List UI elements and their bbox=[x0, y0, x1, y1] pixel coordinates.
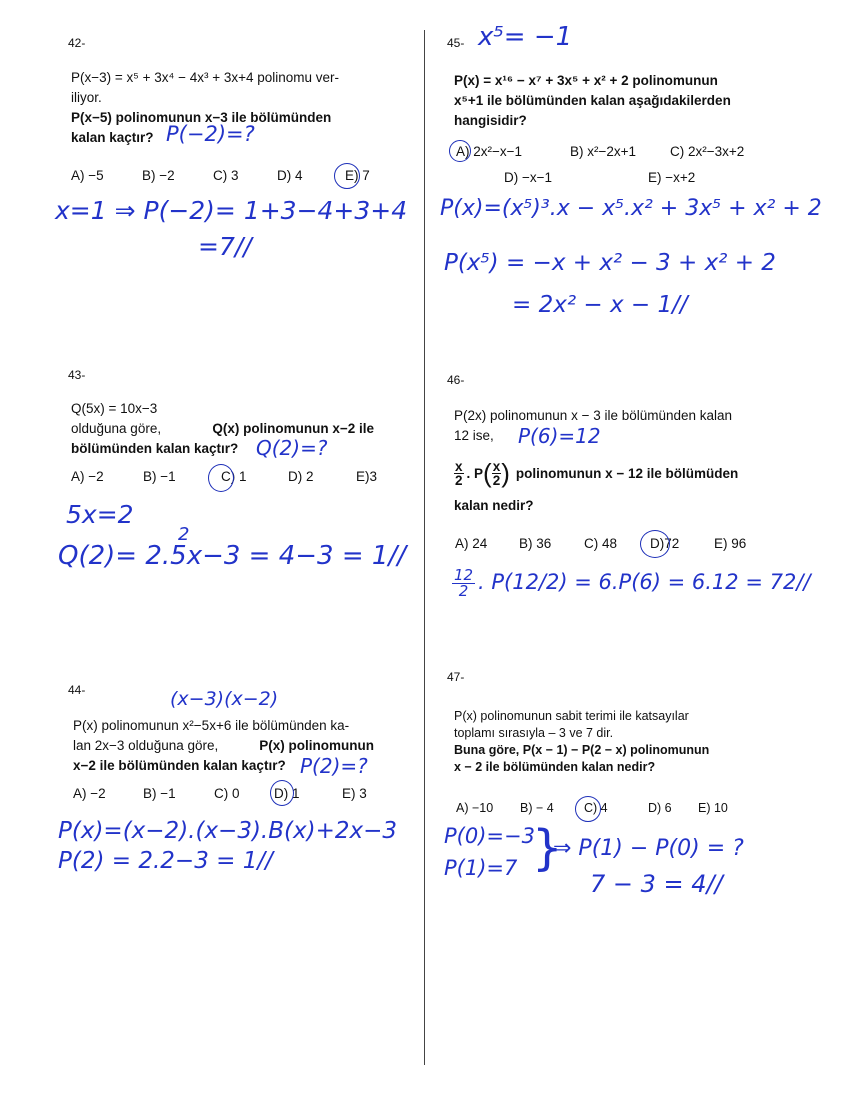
answer-circle bbox=[270, 780, 294, 806]
choice-a[interactable]: A) 24 bbox=[455, 536, 488, 551]
choice-a[interactable]: A) −2 bbox=[71, 469, 104, 484]
question-bold-line: kalan nedir? bbox=[454, 498, 534, 513]
column-divider bbox=[424, 30, 425, 1065]
question-number: 47- bbox=[447, 670, 465, 684]
question-number: 43- bbox=[68, 368, 86, 382]
handwritten-note: P(6)=12 bbox=[518, 424, 601, 448]
question-bold-line: x−2 ile bölümünden kalan kaçtır? bbox=[73, 758, 286, 773]
choice-e[interactable]: E) 96 bbox=[714, 536, 747, 551]
choice-b[interactable]: B) 36 bbox=[519, 536, 552, 551]
question-text bbox=[71, 399, 374, 459]
question-formula-line: $\frac{x}{2}$ . P ( $\frac{x}{2}$ ) polinomunun x − 12 ile bölümüden bbox=[455, 458, 739, 488]
question-number: 44- bbox=[68, 683, 86, 697]
choice-d[interactable]: D)72 bbox=[650, 536, 680, 551]
question-line: 12 ise, bbox=[454, 428, 494, 443]
handwritten-work: = 2x² − x − 1// bbox=[512, 292, 688, 318]
answer-circle bbox=[449, 140, 471, 162]
question-bold-line: hangisidir? bbox=[454, 113, 527, 128]
handwritten-note: P(−2)=? bbox=[166, 122, 255, 146]
answer-circle bbox=[640, 530, 670, 558]
choice-d[interactable]: D) 4 bbox=[277, 168, 303, 183]
question-bold: Q(x) polinomunun x−2 ile bbox=[212, 421, 374, 436]
question-line bbox=[73, 736, 374, 756]
handwritten-note: Q(2)=? bbox=[256, 436, 328, 460]
question-plain: lan 2x−3 olduğuna göre, bbox=[73, 738, 219, 753]
choice-c[interactable]: C) 3 bbox=[213, 168, 239, 183]
choice-e[interactable]: E) 3 bbox=[342, 786, 367, 801]
question-bold: polinomunun x − 12 ile bölümüden bbox=[515, 466, 739, 481]
question-text bbox=[454, 71, 755, 131]
handwritten-work: P(2) = 2.2−3 = 1// bbox=[58, 848, 273, 874]
answer-choices-row-2 bbox=[504, 170, 695, 185]
choice-a[interactable]: A) −10 bbox=[456, 801, 494, 815]
choice-c[interactable]: C) 4 bbox=[584, 801, 608, 815]
choice-d[interactable]: D) 6 bbox=[648, 801, 672, 815]
handwritten-work: . P(12/2) = 6.P(6) = 6.12 = 72// bbox=[478, 570, 811, 594]
question-line: Q(5x) = 10x−3 bbox=[71, 401, 158, 416]
handwritten-work: 2 bbox=[178, 524, 190, 545]
handwritten-work: P(x⁵) = −x + x² − 3 + x² + 2 bbox=[444, 250, 776, 276]
answer-choices bbox=[73, 786, 367, 801]
curly-brace: } bbox=[532, 820, 563, 876]
question-plain: olduğuna göre, bbox=[71, 421, 162, 436]
question-line: P(x−3) = x⁵ + 3x⁴ − 4x³ + 3x+4 polinomu ver- bbox=[71, 70, 340, 85]
handwritten-work: ⇒ P(1) − P(0) = ? bbox=[553, 836, 744, 861]
choice-e[interactable]: E) 10 bbox=[698, 801, 728, 815]
answer-circle bbox=[575, 796, 601, 822]
question-number: 46- bbox=[447, 373, 465, 387]
choice-d[interactable]: D) 2 bbox=[288, 469, 314, 484]
choice-b[interactable]: B) −2 bbox=[142, 168, 175, 183]
choice-c[interactable]: C) 48 bbox=[584, 536, 618, 551]
handwritten-note: (x−3)(x−2) bbox=[170, 688, 279, 710]
question-number: 45- bbox=[447, 36, 465, 50]
choice-d[interactable]: D) −x−1 bbox=[504, 170, 553, 185]
question-line: iliyor. bbox=[71, 90, 102, 105]
question-text bbox=[454, 708, 755, 776]
question-line: P(x) polinomunun x²−5x+6 ile bölümünden ka- bbox=[73, 718, 350, 733]
fraction-x-over-2: $\frac{x}{2}$ bbox=[455, 459, 463, 488]
answer-choices-row-1 bbox=[456, 144, 744, 159]
question-line: P(x) polinomunun sabit terimi ile katsayılar bbox=[454, 709, 689, 723]
answer-choices bbox=[71, 168, 370, 183]
answer-circle bbox=[208, 464, 234, 492]
handwritten-work: P(0)=−3 bbox=[444, 824, 535, 848]
choice-b[interactable]: B) −1 bbox=[143, 786, 176, 801]
choice-b[interactable]: B) −1 bbox=[143, 469, 176, 484]
choice-d[interactable]: D) 1 bbox=[274, 786, 300, 801]
handwritten-work: 7 − 3 = 4// bbox=[590, 870, 723, 898]
handwritten-work: P(x)=(x⁵)³.x − x⁵.x² + 3x⁵ + x² + 2 bbox=[440, 196, 822, 221]
handwritten-work: x=1 ⇒ P(−2)= 1+3−4+3+4 bbox=[55, 196, 408, 225]
handwritten-work: =7// bbox=[198, 232, 252, 261]
question-bold-line: x − 2 ile bölümünden kalan nedir? bbox=[454, 760, 656, 774]
handwritten-note: P(2)=? bbox=[300, 754, 368, 778]
question-line bbox=[71, 419, 374, 439]
question-bold-line: bölümünden kalan kaçtır? bbox=[71, 441, 239, 456]
question-line: P(2x) polinomunun x − 3 ile bölümünden kalan bbox=[454, 408, 733, 423]
handwritten-fraction: 12 2 bbox=[454, 566, 474, 600]
choice-b[interactable]: B) − 4 bbox=[520, 801, 554, 815]
fraction-x-over-2: $\frac{x}{2}$ bbox=[492, 459, 501, 488]
choice-a[interactable]: A) −2 bbox=[73, 786, 106, 801]
choice-a[interactable]: A) −5 bbox=[71, 168, 104, 183]
question-bold-line: P(x−5) polinomunun x−3 ile bölümünden bbox=[71, 110, 332, 125]
answer-choices bbox=[455, 536, 746, 551]
choice-e[interactable]: E) −x+2 bbox=[648, 170, 696, 185]
question-bold: P(x) polinomunun bbox=[259, 738, 374, 753]
question-text bbox=[454, 406, 755, 446]
handwritten-work: Q(2)= 2.5x−3 = 4−3 = 1// bbox=[58, 541, 406, 571]
question-bold-line: kalan kaçtır? bbox=[71, 130, 154, 145]
answer-circle bbox=[334, 163, 360, 189]
question-line: toplamı sırasıyla – 3 ve 7 dir. bbox=[454, 726, 614, 740]
handwritten-work: P(x)=(x−2).(x−3).B(x)+2x−3 bbox=[58, 818, 398, 844]
choice-a[interactable]: A) 2x²−x−1 bbox=[456, 144, 523, 159]
question-bold-line: P(x) = x¹⁶ − x⁷ + 3x⁵ + x² + 2 polinomunun bbox=[454, 73, 718, 88]
choice-c[interactable]: C) 2x²−3x+2 bbox=[670, 144, 745, 159]
question-number: 42- bbox=[68, 36, 86, 50]
choice-c[interactable]: C) 1 bbox=[221, 469, 247, 484]
handwritten-work: P(1)=7 bbox=[444, 856, 518, 880]
handwritten-note: x⁵= −1 bbox=[478, 22, 573, 52]
choice-b[interactable]: B) x²−2x+1 bbox=[570, 144, 637, 159]
question-bold-line: x⁵+1 ile bölümünden kalan aşağıdakilerden bbox=[454, 93, 731, 108]
choice-e[interactable]: E) 7 bbox=[345, 168, 370, 183]
handwritten-work: 5x=2 bbox=[66, 500, 134, 529]
choice-e[interactable]: E)3 bbox=[356, 469, 378, 484]
choice-c[interactable]: C) 0 bbox=[214, 786, 240, 801]
question-bold-line: Buna göre, P(x − 1) − P(2 − x) polinomunun bbox=[454, 743, 710, 757]
